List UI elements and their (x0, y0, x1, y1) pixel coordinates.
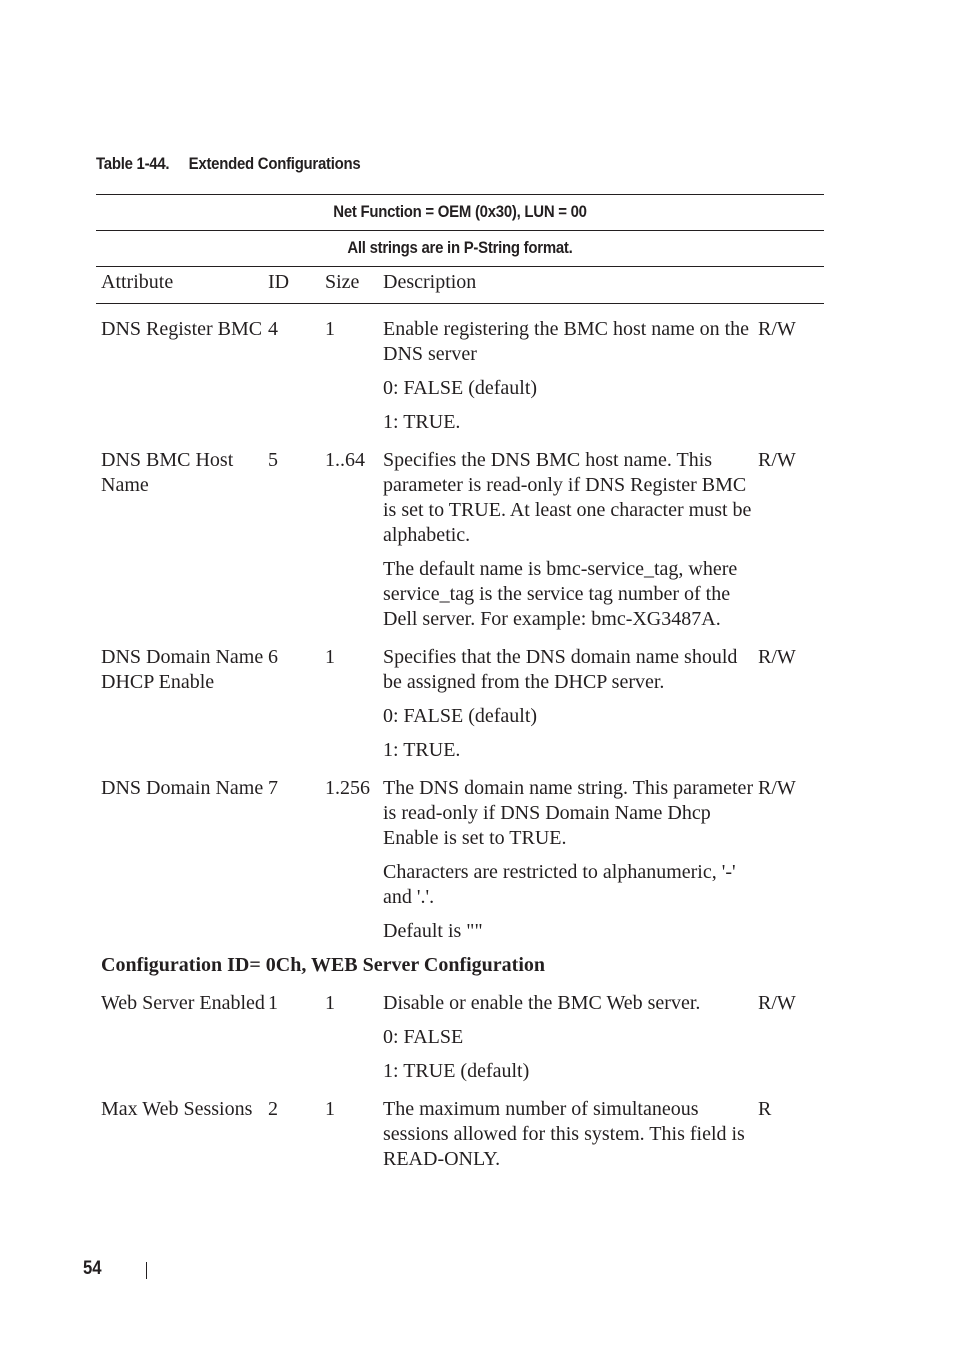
id-cell: 6 (268, 646, 278, 668)
pstring-header-row (96, 231, 824, 267)
size-cell: 1..64 (325, 449, 365, 471)
description-paragraph: The default name is bmc-service_tag, where service_tag is the service tag number of the Dell server. For example: bmc-XG3487A. (383, 558, 738, 630)
description-paragraph: 1: TRUE. (383, 739, 461, 761)
access-cell: R/W (758, 992, 796, 1014)
attribute-cell: DNS Domain Name (101, 777, 264, 799)
id-cell: 1 (268, 992, 278, 1014)
table-row (96, 632, 824, 763)
description-paragraph: 1: TRUE. (383, 411, 461, 433)
id-cell: 5 (268, 449, 278, 471)
column-header-access (758, 267, 824, 304)
table-row (96, 978, 824, 1084)
size-cell: 1.256 (325, 777, 370, 799)
description-paragraph: 0: FALSE (383, 1026, 464, 1048)
id-cell: 2 (268, 1098, 278, 1120)
size-cell: 1 (325, 318, 335, 340)
description-paragraph: 0: FALSE (default) (383, 705, 538, 727)
description-cell (383, 1084, 758, 1172)
column-header-row (96, 267, 824, 304)
net-function-header: Net Function = OEM (0x30), LUN = 00 (96, 195, 824, 231)
table-caption (96, 154, 360, 174)
attribute-cell: DNS Register BMC (101, 318, 263, 340)
description-paragraph: Specifies the DNS BMC host name. This parameter is read-only if DNS Register BMC is set to TRUE. At least one character must be alphabetic. (383, 449, 752, 546)
pstring-header: All strings are in P-String format. (96, 231, 824, 267)
table-title: Extended Configurations (188, 154, 361, 173)
description-paragraph: 0: FALSE (default) (383, 377, 538, 399)
size-cell: 1 (325, 646, 335, 668)
table-row (96, 435, 824, 632)
id-cell: 4 (268, 318, 278, 340)
net-function-header-row (96, 195, 824, 231)
description-paragraph: Enable registering the BMC host name on the DNS server (383, 318, 750, 365)
column-header-attribute: Attribute (96, 267, 268, 304)
folio-divider (146, 1262, 147, 1279)
attribute-cell: DNS Domain Name DHCP Enable (101, 646, 264, 693)
table-row (96, 304, 824, 436)
description-paragraph: Default is "" (383, 920, 483, 942)
description-cell (383, 763, 758, 944)
attribute-cell: Max Web Sessions (101, 1098, 253, 1120)
access-cell: R/W (758, 449, 796, 471)
access-cell: R/W (758, 646, 796, 668)
access-cell: R (758, 1098, 772, 1120)
page-number: 54 (83, 1258, 102, 1279)
description-paragraph: The maximum number of simultaneous sessions allowed for this system. This field is READ-ONLY. (383, 1098, 745, 1170)
column-header-id: ID (268, 267, 325, 304)
column-header-size: Size (325, 267, 383, 304)
attribute-cell: DNS BMC Host Name (101, 449, 234, 496)
description-cell (383, 978, 758, 1084)
table-row (96, 1084, 824, 1172)
description-paragraph: Characters are restricted to alphanumeric, '-' and '.'. (383, 861, 736, 908)
description-paragraph: Disable or enable the BMC Web server. (383, 992, 701, 1014)
size-cell: 1 (325, 992, 335, 1014)
attribute-cell: Web Server Enabled (101, 992, 265, 1014)
access-cell: R/W (758, 777, 796, 799)
size-cell: 1 (325, 1098, 335, 1120)
section-title: Configuration ID= 0Ch, WEB Server Configuration (101, 954, 546, 976)
description-cell (383, 304, 758, 436)
section-row (96, 944, 824, 978)
id-cell: 7 (268, 777, 278, 799)
description-cell (383, 632, 758, 763)
description-paragraph: Specifies that the DNS domain name should be assigned from the DHCP server. (383, 646, 738, 693)
extended-configurations-table (96, 194, 824, 1172)
description-cell (383, 435, 758, 632)
description-paragraph: The DNS domain name string. This parameter is read-only if DNS Domain Name Dhcp Enable is set to TRUE. (383, 777, 754, 849)
table-number: Table 1-44. (96, 154, 170, 173)
access-cell: R/W (758, 318, 796, 340)
description-paragraph: 1: TRUE (default) (383, 1060, 530, 1082)
column-header-description: Description (383, 267, 758, 304)
table-row (96, 763, 824, 944)
